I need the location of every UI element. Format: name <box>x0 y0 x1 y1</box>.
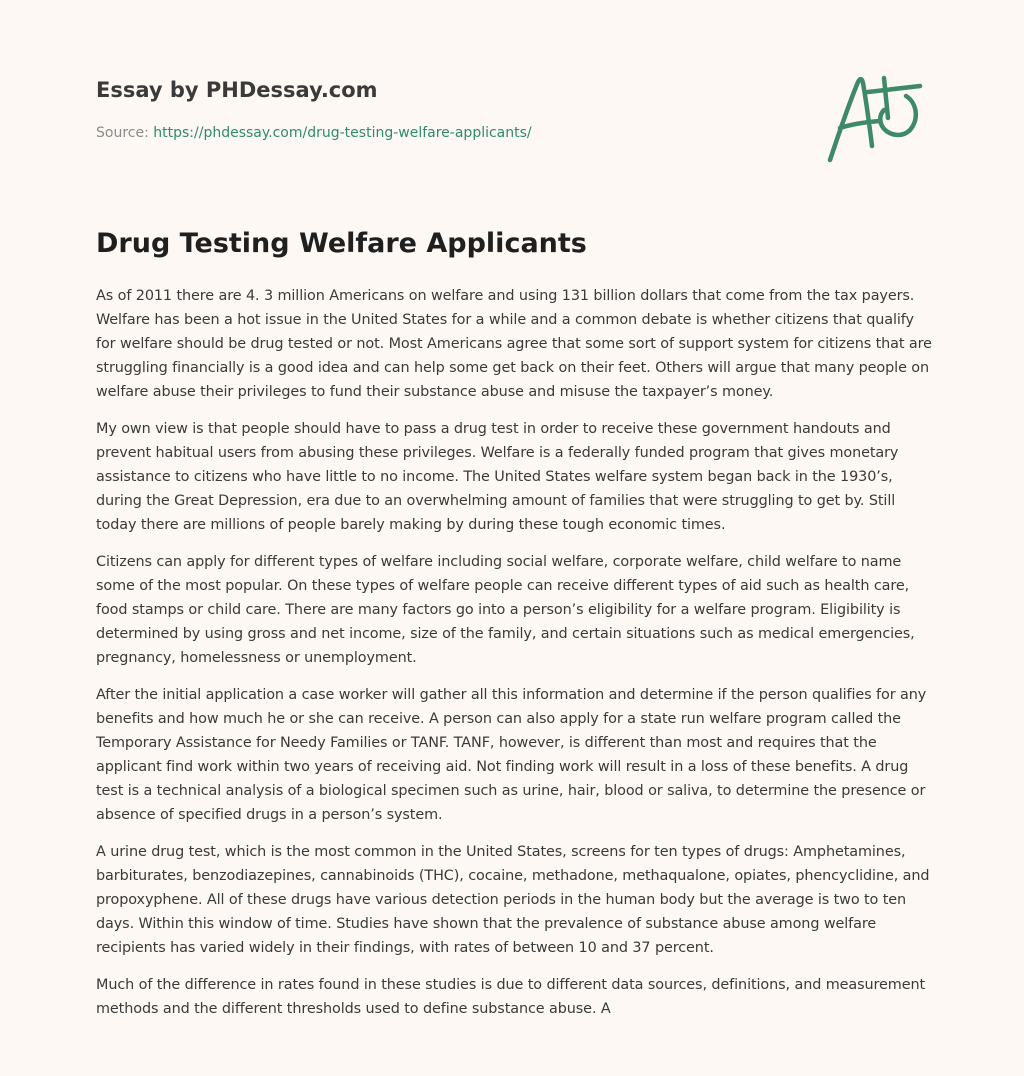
source-label: Source: <box>96 125 154 141</box>
a-plus-logo-icon <box>824 66 928 166</box>
article-title: Drug Testing Welfare Applicants <box>96 228 587 259</box>
source-link[interactable]: https://phdessay.com/drug-testing-welfare-applicants/ <box>153 125 532 141</box>
site-title: Essay by PHDessay.com <box>96 78 378 102</box>
paragraph: After the initial application a case worker will gather all this information and determine if the person qualifies for any benefits and how much he or she can receive. A person can also apply for a state run welfare program called the Temporary Assistance for Needy Families or TANF. TANF, however, is different than most and requires that the applicant find work within two years of receiving aid. Not finding work will result in a loss of these benefits. A drug test is a technical analysis of a biological specimen such as urine, hair, blood or saliva, to determine the presence or absence of specified drugs in a person’s system. <box>96 687 927 823</box>
article-body <box>96 284 932 1034</box>
paragraph: A urine drug test, which is the most common in the United States, screens for ten types of drugs: Amphetamines, barbiturates, benzodiazepines, cannabinoids (THC), cocaine, methadone, methaqualone, opiates, phencyclidine, and propoxyphene. All of these drugs have various detection periods in the human body but the average is two to ten days. Within this window of time. Studies have shown that the prevalence of substance abuse among welfare recipients has varied widely in their findings, with rates of between 10 and 37 percent. <box>96 844 930 956</box>
header <box>96 0 928 180</box>
paragraph: Citizens can apply for different types of welfare including social welfare, corporate welfare, child welfare to name some of the most popular. On these types of welfare people can receive different types of aid such as health care, food stamps or child care. There are many factors go into a person’s eligibility for a welfare program. Eligibility is determined by using gross and net income, size of the family, and certain situations such as medical emergencies, pregnancy, homelessness or unemployment. <box>96 554 915 666</box>
paragraph: As of 2011 there are 4. 3 million Americans on welfare and using 131 billion dollars that come from the tax payers. Welfare has been a hot issue in the United States for a while and a common debate is whether citizens that qualify for welfare should be drug tested or not. Most Americans agree that some sort of support system for citizens that are struggling financially is a good idea and can help some get back on their feet. Others will argue that many people on welfare abuse their privileges to fund their substance abuse and misuse the taxpayer’s money. <box>96 288 932 400</box>
paragraph: Much of the difference in rates found in these studies is due to different data sources, definitions, and measurement methods and the different thresholds used to define substance abuse. A <box>96 977 926 1017</box>
paragraph: My own view is that people should have to pass a drug test in order to receive these government handouts and prevent habitual users from abusing these privileges. Welfare is a federally funded program that gives monetary assistance to citizens who have little to no income. The United States welfare system began back in the 1930’s, during the Great Depression, era due to an overwhelming amount of families that were struggling to get by. Still today there are millions of people barely making by during these tough economic times. <box>96 421 899 533</box>
source-line <box>96 123 532 143</box>
